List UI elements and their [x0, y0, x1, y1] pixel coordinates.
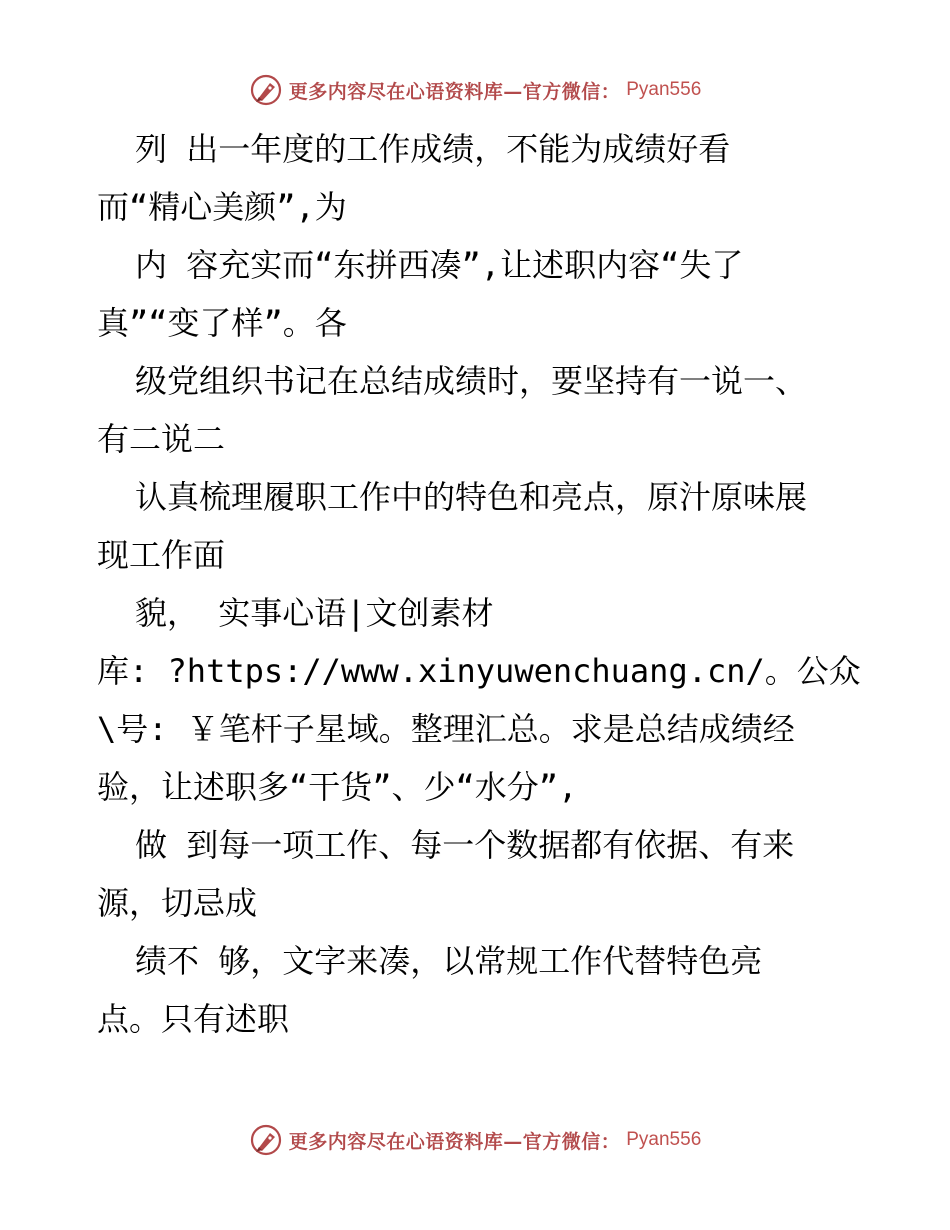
- text-line: 认真梳理履职工作中的特色和亮点，原汁原味展: [135, 478, 808, 516]
- text-line: 做 到每一项工作、每一个数据都有依据、有来: [135, 826, 795, 864]
- text-line: 库: ?https://www.xinyuwenchuang.cn/。公众: [97, 652, 861, 690]
- text-line: \号: ￥笔杆子星域。整理汇总。求是总结成绩经: [97, 710, 795, 748]
- footer-banner-text: 更多内容尽在心语资料库—官方微信：: [288, 1130, 621, 1153]
- text-line: 现工作面: [97, 536, 226, 574]
- header-banner-content: [249, 73, 702, 107]
- text-line: 绩不 够，文字来凑，以常规工作代替特色亮: [135, 942, 763, 980]
- text-line: 貌， 实事心语|文创素材: [135, 594, 494, 632]
- text-line: 点。只有述职: [97, 1000, 290, 1038]
- text-line: 级党组织书记在总结成绩时，要坚持有一说一、: [135, 362, 808, 400]
- text-line: 列 出一年度的工作成绩，不能为成绩好看: [135, 130, 731, 168]
- text-line: 真”“变了样”。各: [97, 304, 347, 342]
- footer-wechat-handle: Pyan556: [626, 1129, 702, 1150]
- pen-nib-logo-icon: [249, 1123, 283, 1157]
- header-wechat-handle: Pyan556: [626, 79, 702, 100]
- text-line: 而“精心美颜”,为: [97, 188, 347, 226]
- header-banner-text: 更多内容尽在心语资料库—官方微信：: [288, 80, 621, 103]
- text-line: 验，让述职多“干货”、少“水分”,: [97, 768, 578, 806]
- document-body: [97, 120, 867, 1048]
- text-line: 源，切忌成: [97, 884, 258, 922]
- footer-banner: [0, 1120, 950, 1160]
- header-banner: [0, 70, 950, 110]
- text-line: 内 容充实而“东拼西凑”,让述职内容“失了: [135, 246, 744, 284]
- footer-banner-content: [249, 1123, 702, 1157]
- pen-nib-logo-icon: [249, 73, 283, 107]
- text-line: 有二说二: [97, 420, 226, 458]
